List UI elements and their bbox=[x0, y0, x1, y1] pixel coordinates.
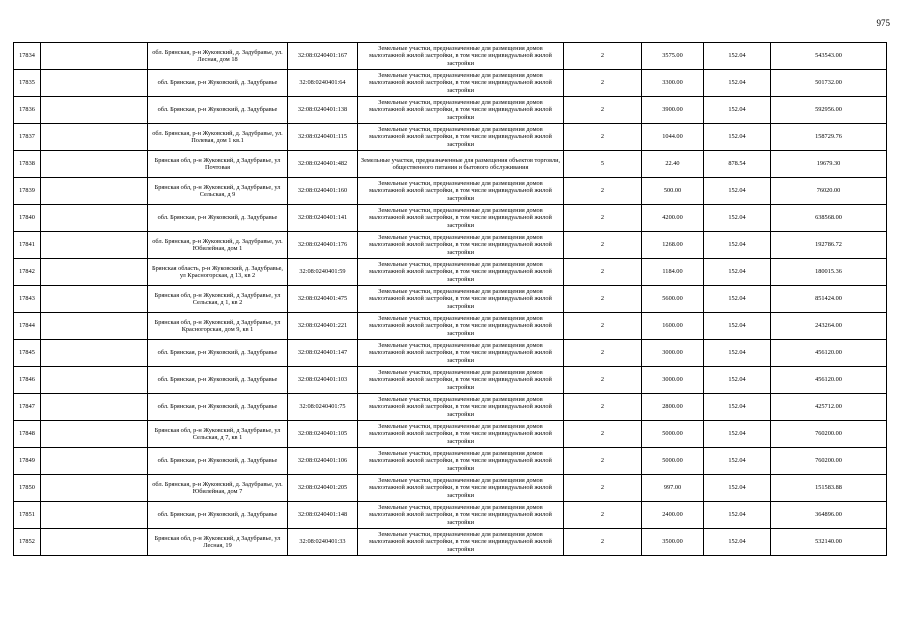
group-cell: 2 bbox=[564, 448, 642, 475]
address-cell: Брянская область, р-н Жуковский, д. Задубравье, ул Красногорская, д 13, кв 2 bbox=[148, 259, 288, 286]
table-row bbox=[14, 421, 887, 448]
cadastral-value-cell: 180015.36 bbox=[771, 259, 887, 286]
empty-cell bbox=[41, 124, 148, 151]
rate-cell: 152.04 bbox=[704, 97, 771, 124]
group-cell: 2 bbox=[564, 340, 642, 367]
empty-cell bbox=[41, 502, 148, 529]
cadastral-number-cell: 32:08:0240401:147 bbox=[288, 340, 358, 367]
address-cell: обл. Брянская, р-н Жуковский, д. Задубравье bbox=[148, 394, 288, 421]
cadastral-number-cell: 32:08:0240401:141 bbox=[288, 205, 358, 232]
cadastral-number-cell: 32:08:0240401:105 bbox=[288, 421, 358, 448]
cadastral-value-cell: 456120.00 bbox=[771, 367, 887, 394]
row-number: 17834 bbox=[14, 43, 41, 70]
table-row bbox=[14, 286, 887, 313]
group-cell: 2 bbox=[564, 421, 642, 448]
cadastral-value-cell: 760200.00 bbox=[771, 421, 887, 448]
row-number: 17852 bbox=[14, 529, 41, 556]
empty-cell bbox=[41, 421, 148, 448]
address-cell: Брянская обл, р-н Жуковский, д Задубравье, ул Сельская, д 9 bbox=[148, 178, 288, 205]
land-use-cell: Земельные участки, предназначенные для размещения домов малоэтажной жилой застройки, в том числе индивидуальной жилой застройки bbox=[358, 43, 564, 70]
area-cell: 2800.00 bbox=[642, 394, 704, 421]
row-number: 17837 bbox=[14, 124, 41, 151]
area-cell: 1268.00 bbox=[642, 232, 704, 259]
area-cell: 5000.00 bbox=[642, 421, 704, 448]
table-row bbox=[14, 43, 887, 70]
address-cell: обл. Брянская, р-н Жуковский, д. Задубравье bbox=[148, 340, 288, 367]
address-cell: Брянская обл, р-н Жуковский, д Задубравье, ул Сельская, д 7, кв 1 bbox=[148, 421, 288, 448]
rate-cell: 152.04 bbox=[704, 205, 771, 232]
table-row bbox=[14, 232, 887, 259]
empty-cell bbox=[41, 475, 148, 502]
cadastral-value-table bbox=[13, 42, 887, 556]
group-cell: 5 bbox=[564, 151, 642, 178]
cadastral-number-cell: 32:08:0240401:59 bbox=[288, 259, 358, 286]
area-cell: 3000.00 bbox=[642, 367, 704, 394]
address-cell: обл. Брянская, р-н Жуковский, д. Задубравье, ул. Лесная, дом 18 bbox=[148, 43, 288, 70]
cadastral-value-cell: 543543.00 bbox=[771, 43, 887, 70]
cadastral-number-cell: 32:08:0240401:64 bbox=[288, 70, 358, 97]
table-row bbox=[14, 313, 887, 340]
cadastral-number-cell: 32:08:0240401:160 bbox=[288, 178, 358, 205]
row-number: 17851 bbox=[14, 502, 41, 529]
land-use-cell: Земельные участки, предназначенные для размещения домов малоэтажной жилой застройки, в том числе индивидуальной жилой застройки bbox=[358, 97, 564, 124]
table-row bbox=[14, 178, 887, 205]
row-number: 17839 bbox=[14, 178, 41, 205]
cadastral-number-cell: 32:08:0240401:482 bbox=[288, 151, 358, 178]
empty-cell bbox=[41, 232, 148, 259]
empty-cell bbox=[41, 448, 148, 475]
rate-cell: 152.04 bbox=[704, 178, 771, 205]
table-row bbox=[14, 340, 887, 367]
cadastral-number-cell: 32:08:0240401:167 bbox=[288, 43, 358, 70]
empty-cell bbox=[41, 43, 148, 70]
land-use-cell: Земельные участки, предназначенные для размещения домов малоэтажной жилой застройки, в том числе индивидуальной жилой застройки bbox=[358, 313, 564, 340]
cadastral-value-cell: 456120.00 bbox=[771, 340, 887, 367]
rate-cell: 152.04 bbox=[704, 394, 771, 421]
address-cell: обл. Брянская, р-н Жуковский, д. Задубравье bbox=[148, 97, 288, 124]
address-cell: обл. Брянская, р-н Жуковский, д. Задубравье, ул. Юбилейная, дом 1 bbox=[148, 232, 288, 259]
land-use-cell: Земельные участки, предназначенные для размещения домов малоэтажной жилой застройки, в том числе индивидуальной жилой застройки bbox=[358, 232, 564, 259]
rate-cell: 152.04 bbox=[704, 313, 771, 340]
address-cell: Брянская обл, р-н Жуковский, д Задубравье, ул Лесная, 19 bbox=[148, 529, 288, 556]
empty-cell bbox=[41, 205, 148, 232]
empty-cell bbox=[41, 394, 148, 421]
land-use-cell: Земельные участки, предназначенные для размещения домов малоэтажной жилой застройки, в том числе индивидуальной жилой застройки bbox=[358, 70, 564, 97]
group-cell: 2 bbox=[564, 394, 642, 421]
cadastral-value-cell: 760200.00 bbox=[771, 448, 887, 475]
area-cell: 3500.00 bbox=[642, 529, 704, 556]
table-row bbox=[14, 367, 887, 394]
cadastral-value-cell: 532140.00 bbox=[771, 529, 887, 556]
cadastral-value-cell: 364896.00 bbox=[771, 502, 887, 529]
land-use-cell: Земельные участки, предназначенные для размещения домов малоэтажной жилой застройки, в том числе индивидуальной жилой застройки bbox=[358, 394, 564, 421]
table-row bbox=[14, 97, 887, 124]
row-number: 17838 bbox=[14, 151, 41, 178]
land-use-cell: Земельные участки, предназначенные для размещения домов малоэтажной жилой застройки, в том числе индивидуальной жилой застройки bbox=[358, 367, 564, 394]
row-number: 17841 bbox=[14, 232, 41, 259]
cadastral-number-cell: 32:08:0240401:106 bbox=[288, 448, 358, 475]
table-row bbox=[14, 205, 887, 232]
empty-cell bbox=[41, 97, 148, 124]
row-number: 17849 bbox=[14, 448, 41, 475]
empty-cell bbox=[41, 313, 148, 340]
empty-cell bbox=[41, 259, 148, 286]
land-use-cell: Земельные участки, предназначенные для размещения домов малоэтажной жилой застройки, в том числе индивидуальной жилой застройки bbox=[358, 124, 564, 151]
area-cell: 3000.00 bbox=[642, 340, 704, 367]
group-cell: 2 bbox=[564, 178, 642, 205]
table-row bbox=[14, 124, 887, 151]
rate-cell: 152.04 bbox=[704, 475, 771, 502]
group-cell: 2 bbox=[564, 313, 642, 340]
rate-cell: 152.04 bbox=[704, 43, 771, 70]
land-use-cell: Земельные участки, предназначенные для размещения домов малоэтажной жилой застройки, в том числе индивидуальной жилой застройки bbox=[358, 259, 564, 286]
group-cell: 2 bbox=[564, 529, 642, 556]
cadastral-number-cell: 32:08:0240401:205 bbox=[288, 475, 358, 502]
area-cell: 5600.00 bbox=[642, 286, 704, 313]
cadastral-value-cell: 592956.00 bbox=[771, 97, 887, 124]
land-use-cell: Земельные участки, предназначенные для размещения домов малоэтажной жилой застройки, в том числе индивидуальной жилой застройки bbox=[358, 421, 564, 448]
address-cell: Брянская обл, р-н Жуковский, д Задубравье, ул Сельская, д 1, кв 2 bbox=[148, 286, 288, 313]
row-number: 17835 bbox=[14, 70, 41, 97]
group-cell: 2 bbox=[564, 367, 642, 394]
address-cell: Брянская обл, р-н Жуковский, д Задубравье, ул Красногорская, дом 9, кв 1 bbox=[148, 313, 288, 340]
row-number: 17843 bbox=[14, 286, 41, 313]
land-use-cell: Земельные участки, предназначенные для размещения домов малоэтажной жилой застройки, в том числе индивидуальной жилой застройки bbox=[358, 178, 564, 205]
area-cell: 2400.00 bbox=[642, 502, 704, 529]
rate-cell: 152.04 bbox=[704, 232, 771, 259]
table-row bbox=[14, 475, 887, 502]
cadastral-value-cell: 243264.00 bbox=[771, 313, 887, 340]
rate-cell: 152.04 bbox=[704, 502, 771, 529]
cadastral-number-cell: 32:08:0240401:475 bbox=[288, 286, 358, 313]
row-number: 17850 bbox=[14, 475, 41, 502]
table-row bbox=[14, 259, 887, 286]
group-cell: 2 bbox=[564, 70, 642, 97]
group-cell: 2 bbox=[564, 502, 642, 529]
cadastral-number-cell: 32:08:0240401:148 bbox=[288, 502, 358, 529]
table-row bbox=[14, 529, 887, 556]
land-use-cell: Земельные участки, предназначенные для размещения объектов торговли, общественного питания и бытового обслуживания bbox=[358, 151, 564, 178]
cadastral-value-cell: 851424.00 bbox=[771, 286, 887, 313]
cadastral-value-cell: 158729.76 bbox=[771, 124, 887, 151]
cadastral-value-cell: 425712.00 bbox=[771, 394, 887, 421]
land-use-cell: Земельные участки, предназначенные для размещения домов малоэтажной жилой застройки, в том числе индивидуальной жилой застройки bbox=[358, 475, 564, 502]
group-cell: 2 bbox=[564, 232, 642, 259]
land-use-cell: Земельные участки, предназначенные для размещения домов малоэтажной жилой застройки, в том числе индивидуальной жилой застройки bbox=[358, 286, 564, 313]
group-cell: 2 bbox=[564, 286, 642, 313]
cadastral-value-cell: 76020.00 bbox=[771, 178, 887, 205]
row-number: 17845 bbox=[14, 340, 41, 367]
area-cell: 1044.00 bbox=[642, 124, 704, 151]
table-row bbox=[14, 448, 887, 475]
rate-cell: 878.54 bbox=[704, 151, 771, 178]
empty-cell bbox=[41, 286, 148, 313]
empty-cell bbox=[41, 178, 148, 205]
row-number: 17847 bbox=[14, 394, 41, 421]
cadastral-value-cell: 501732.00 bbox=[771, 70, 887, 97]
table-row bbox=[14, 394, 887, 421]
cadastral-value-cell: 151583.88 bbox=[771, 475, 887, 502]
rate-cell: 152.04 bbox=[704, 529, 771, 556]
address-cell: обл. Брянская, р-н Жуковский, д. Задубравье bbox=[148, 367, 288, 394]
group-cell: 2 bbox=[564, 259, 642, 286]
rate-cell: 152.04 bbox=[704, 421, 771, 448]
row-number: 17846 bbox=[14, 367, 41, 394]
row-number: 17840 bbox=[14, 205, 41, 232]
area-cell: 5000.00 bbox=[642, 448, 704, 475]
row-number: 17848 bbox=[14, 421, 41, 448]
rate-cell: 152.04 bbox=[704, 286, 771, 313]
cadastral-value-cell: 19679.30 bbox=[771, 151, 887, 178]
empty-cell bbox=[41, 529, 148, 556]
rate-cell: 152.04 bbox=[704, 124, 771, 151]
rate-cell: 152.04 bbox=[704, 367, 771, 394]
address-cell: обл. Брянская, р-н Жуковский, д. Задубравье bbox=[148, 205, 288, 232]
rate-cell: 152.04 bbox=[704, 70, 771, 97]
area-cell: 997.00 bbox=[642, 475, 704, 502]
address-cell: обл. Брянская, р-н Жуковский, д. Задубравье, ул. Полевая, дом 1 кв.1 bbox=[148, 124, 288, 151]
rate-cell: 152.04 bbox=[704, 259, 771, 286]
land-use-cell: Земельные участки, предназначенные для размещения домов малоэтажной жилой застройки, в том числе индивидуальной жилой застройки bbox=[358, 529, 564, 556]
address-cell: Брянская обл, р-н Жуковский, д Задубравье, ул Почтовая bbox=[148, 151, 288, 178]
cadastral-value-cell: 638568.00 bbox=[771, 205, 887, 232]
empty-cell bbox=[41, 70, 148, 97]
rate-cell: 152.04 bbox=[704, 340, 771, 367]
cadastral-number-cell: 32:08:0240401:221 bbox=[288, 313, 358, 340]
cadastral-number-cell: 32:08:0240401:75 bbox=[288, 394, 358, 421]
cadastral-number-cell: 32:08:0240401:176 bbox=[288, 232, 358, 259]
area-cell: 500.00 bbox=[642, 178, 704, 205]
page-number: 975 bbox=[876, 18, 890, 28]
area-cell: 3575.00 bbox=[642, 43, 704, 70]
table-row bbox=[14, 70, 887, 97]
address-cell: обл. Брянская, р-н Жуковский, д. Задубравье bbox=[148, 502, 288, 529]
address-cell: обл. Брянская, р-н Жуковский, д. Задубравье bbox=[148, 70, 288, 97]
empty-cell bbox=[41, 151, 148, 178]
land-use-cell: Земельные участки, предназначенные для размещения домов малоэтажной жилой застройки, в том числе индивидуальной жилой застройки bbox=[358, 340, 564, 367]
cadastral-value-cell: 192786.72 bbox=[771, 232, 887, 259]
area-cell: 3900.00 bbox=[642, 97, 704, 124]
area-cell: 4200.00 bbox=[642, 205, 704, 232]
area-cell: 22.40 bbox=[642, 151, 704, 178]
group-cell: 2 bbox=[564, 124, 642, 151]
empty-cell bbox=[41, 367, 148, 394]
row-number: 17844 bbox=[14, 313, 41, 340]
cadastral-number-cell: 32:08:0240401:115 bbox=[288, 124, 358, 151]
cadastral-number-cell: 32:08:0240401:103 bbox=[288, 367, 358, 394]
address-cell: обл. Брянская, р-н Жуковский, д. Задубравье, ул. Юбилейная, дом 7 bbox=[148, 475, 288, 502]
table-body bbox=[14, 43, 887, 556]
cadastral-number-cell: 32:08:0240401:138 bbox=[288, 97, 358, 124]
table-row bbox=[14, 502, 887, 529]
land-use-cell: Земельные участки, предназначенные для размещения домов малоэтажной жилой застройки, в том числе индивидуальной жилой застройки bbox=[358, 205, 564, 232]
row-number: 17842 bbox=[14, 259, 41, 286]
row-number: 17836 bbox=[14, 97, 41, 124]
table-row bbox=[14, 151, 887, 178]
empty-cell bbox=[41, 340, 148, 367]
rate-cell: 152.04 bbox=[704, 448, 771, 475]
land-use-cell: Земельные участки, предназначенные для размещения домов малоэтажной жилой застройки, в том числе индивидуальной жилой застройки bbox=[358, 502, 564, 529]
group-cell: 2 bbox=[564, 43, 642, 70]
group-cell: 2 bbox=[564, 205, 642, 232]
area-cell: 1600.00 bbox=[642, 313, 704, 340]
group-cell: 2 bbox=[564, 97, 642, 124]
area-cell: 3300.00 bbox=[642, 70, 704, 97]
cadastral-number-cell: 32:08:0240401:33 bbox=[288, 529, 358, 556]
land-use-cell: Земельные участки, предназначенные для размещения домов малоэтажной жилой застройки, в том числе индивидуальной жилой застройки bbox=[358, 448, 564, 475]
group-cell: 2 bbox=[564, 475, 642, 502]
address-cell: обл. Брянская, р-н Жуковский, д. Задубравье bbox=[148, 448, 288, 475]
area-cell: 1184.00 bbox=[642, 259, 704, 286]
